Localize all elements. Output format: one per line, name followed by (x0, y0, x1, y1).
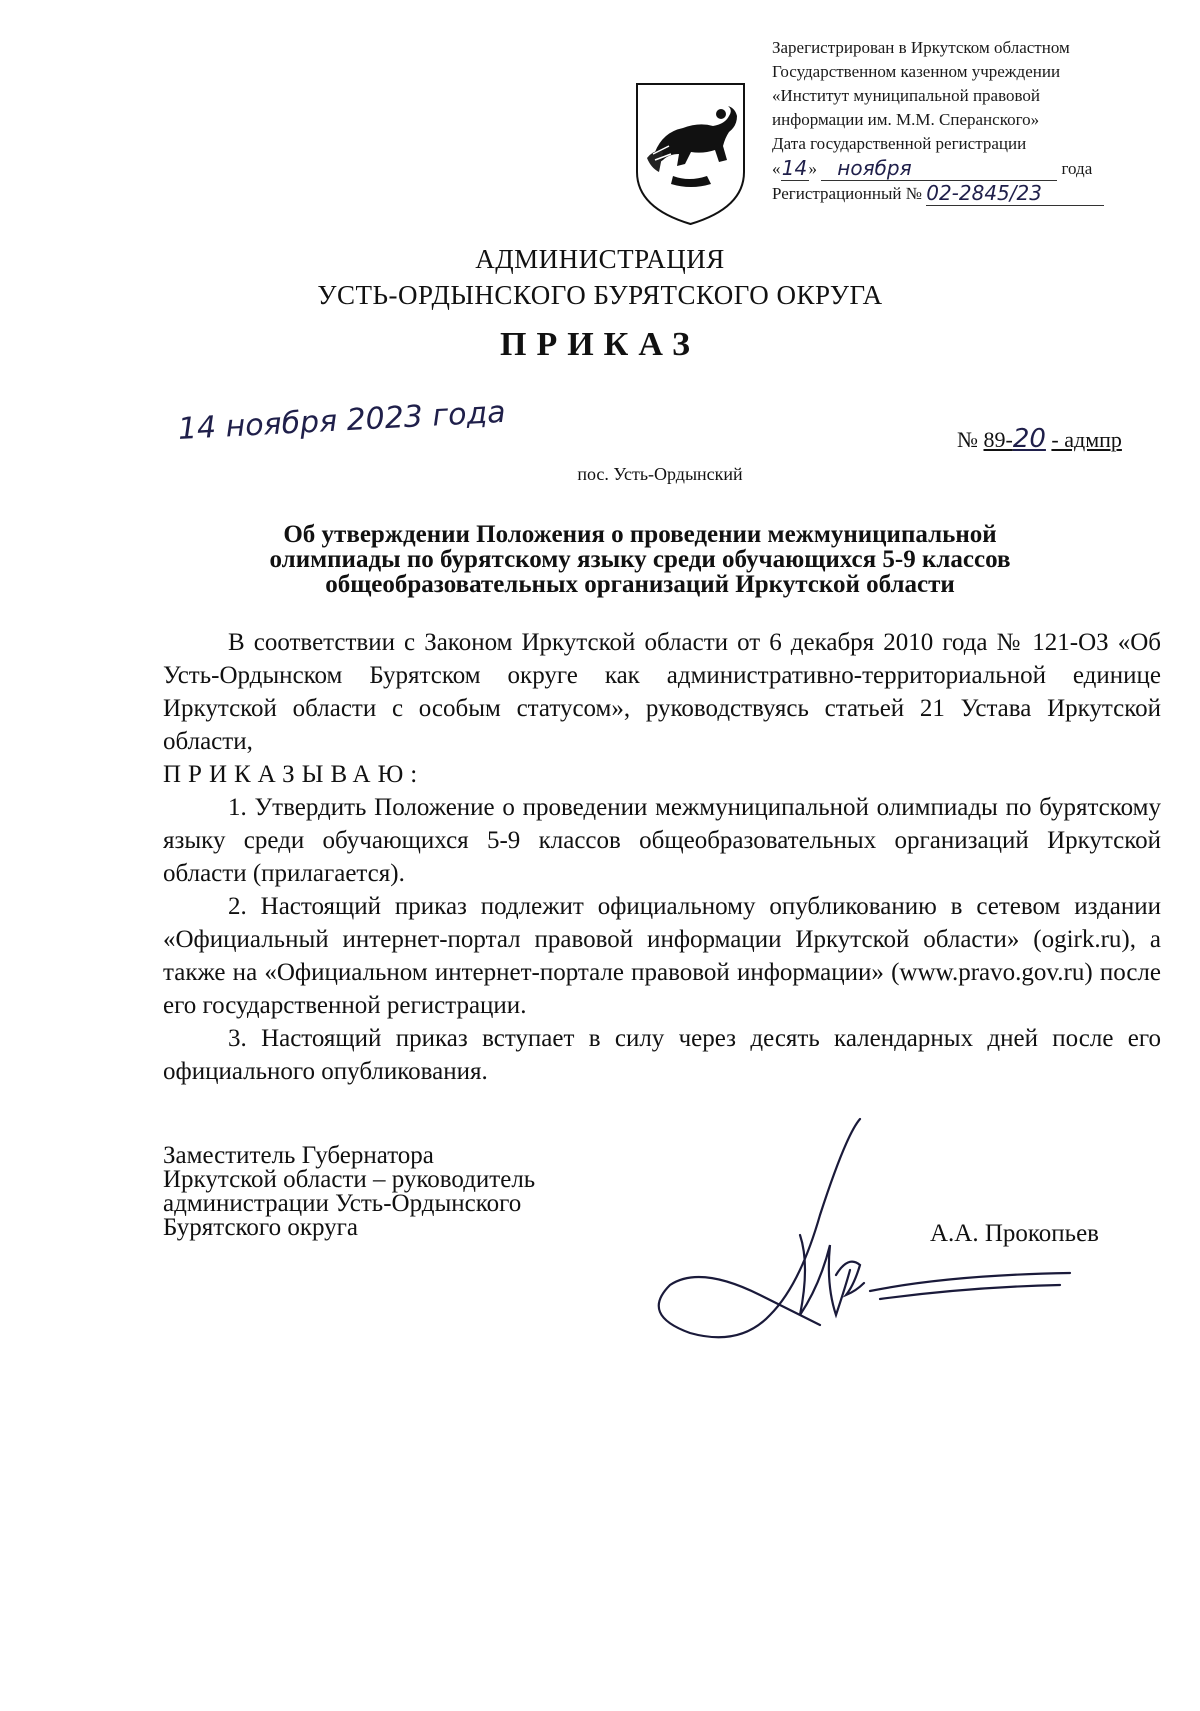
title-line: Об утверждении Положения о проведении межмуниципальной (283, 521, 997, 548)
irkutsk-coat-of-arms-icon (633, 80, 748, 228)
order-item-3: 3. Настоящий приказ вступает в силу через десять календарных дней после его официального опубликования. (163, 1025, 1161, 1085)
registration-day: 14 (781, 156, 808, 180)
registration-year-label: года (1061, 159, 1093, 178)
preamble-paragraph: В соответствии с Законом Иркутской области от 6 декабря 2010 года № 121-ОЗ «Об Усть-Ордынском Бурятском округе как административно-территориальной единице Иркутской области с особым статусом», руководствуясь статьей 21 Устава Иркутской области, (163, 629, 1161, 755)
signatory-position (163, 1144, 535, 1240)
position-line: администрации Усть-Ордынского (163, 1190, 522, 1217)
handwritten-signature-icon (650, 1115, 1080, 1355)
registration-line: информации им. М.М. Сперанского» (772, 110, 1040, 129)
decree-word: ПРИКАЗЫВАЮ: (163, 761, 425, 788)
order-number-part1: 89 (983, 427, 1006, 452)
position-line: Иркутской области – руководитель (163, 1166, 536, 1193)
title-line: олимпиады по бурятскому языку среди обучающихся 5-9 классов (269, 546, 1011, 573)
registration-number-label: Регистрационный № (772, 184, 922, 203)
order-place: пос. Усть-Ордынский (577, 464, 743, 484)
order-item-2: 2. Настоящий приказ подлежит официальному опубликованию в сетевом издании «Официальный интернет-портал правовой информации Иркутской области» (ogirk.ru), а также на «Официальном интернет-портале правовой информации» (www.pravo.gov.ru) после его государственной регистрации. (163, 893, 1161, 1019)
order-number (957, 424, 1122, 454)
order-number-suffix: - адмпр (1051, 427, 1122, 452)
registration-number (772, 181, 1152, 206)
position-line: Бурятского округа (163, 1214, 358, 1241)
registration-line: «Институт муниципальной правовой (772, 86, 1041, 105)
registration-number-value: 02-2845/23 (926, 181, 1104, 206)
signatory-name: А.А. Прокопьев (930, 1220, 1099, 1247)
registration-stamp (772, 36, 1152, 206)
order-date-handwritten: 14 ноября 2023 года (177, 394, 507, 447)
position-line: Заместитель Губернатора (163, 1142, 434, 1169)
org-name-line1: АДМИНИСТРАЦИЯ (475, 244, 725, 274)
document-type: ПРИКАЗ (500, 326, 700, 363)
registration-month: ноября (821, 156, 1057, 181)
date-quote-open: « (772, 159, 781, 178)
document-title (160, 522, 1120, 597)
order-item-1: 1. Утвердить Положение о проведении межмуниципальной олимпиады по бурятскому языку среди обучающихся 5-9 классов общеобразовательных организаций Иркутской области (прилагается). (163, 794, 1161, 887)
registration-line: Государственном казенном учреждении (772, 62, 1061, 81)
registration-line: Дата государственной регистрации (772, 134, 1027, 153)
document-body (163, 626, 1161, 1088)
registration-line: Зарегистрирован в Иркутском областном (772, 38, 1070, 57)
registration-date (772, 156, 1152, 181)
order-number-dash: - (1005, 427, 1013, 452)
order-number-prefix: № (957, 427, 978, 452)
org-name-line2: УСТЬ-ОРДЫНСКОГО БУРЯТСКОГО ОКРУГА (317, 280, 883, 310)
date-quote-close: » (808, 159, 817, 178)
order-number-part2: 20 (1012, 424, 1046, 454)
title-line: общеобразовательных организаций Иркутской области (325, 571, 955, 598)
